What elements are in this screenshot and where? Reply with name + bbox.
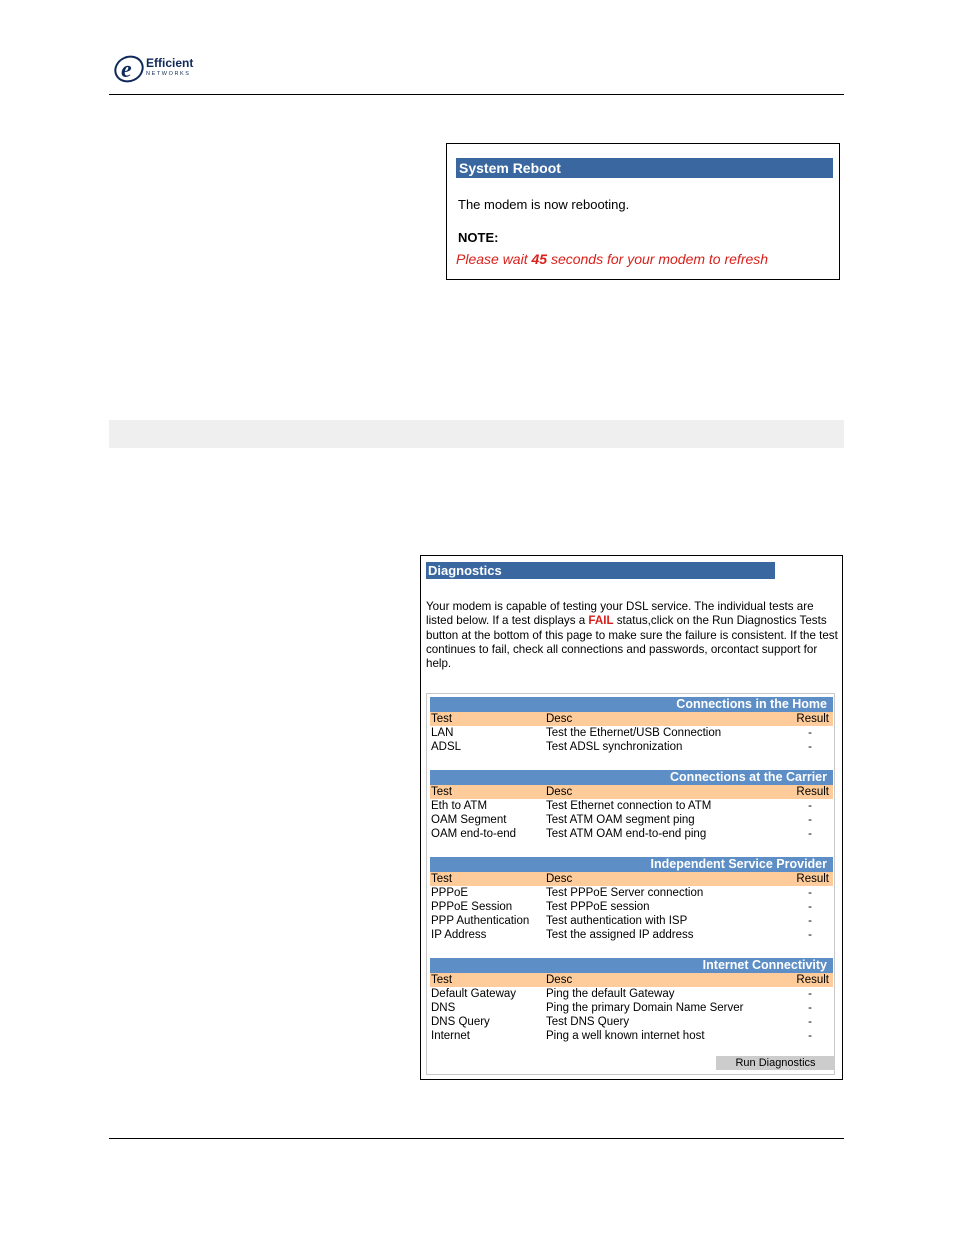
wait-prefix: Please wait	[456, 251, 532, 267]
table-row	[430, 928, 833, 942]
section-header: Connections at the Carrier	[430, 770, 833, 785]
intro-text-2: status,click on the Run Diagnostics Tests button at the bottom of this page to make sure the failure is consistent. If the test continues to fail, check all connections and passwords, orcontact support for help.	[426, 614, 838, 671]
col-test: Test	[431, 786, 453, 798]
test-desc: Ping the primary Domain Name Server	[546, 1002, 744, 1014]
test-desc: Ping a well known internet host	[546, 1030, 705, 1042]
table-row	[430, 900, 833, 914]
test-result: -	[808, 887, 812, 899]
test-name: PPPoE	[431, 887, 469, 899]
wait-seconds: 45	[531, 251, 548, 267]
col-desc: Desc	[546, 786, 573, 798]
wait-suffix: seconds for your modem to refresh	[547, 251, 769, 267]
table-row	[430, 1029, 833, 1043]
test-desc: Test ATM OAM end-to-end ping	[546, 828, 707, 840]
test-name: Eth to ATM	[431, 800, 488, 812]
header-divider	[109, 94, 844, 95]
col-desc: Desc	[546, 873, 573, 885]
efficient-networks-logo	[113, 50, 213, 84]
section-internet	[430, 958, 833, 1043]
column-header-row	[430, 785, 833, 799]
diagnostics-title-bar: Diagnostics	[426, 562, 775, 579]
diagnostics-tests-table	[426, 693, 835, 1075]
test-desc: Test ADSL synchronization	[546, 741, 683, 753]
test-name: PPPoE Session	[431, 901, 513, 913]
test-name: LAN	[431, 727, 454, 739]
test-result: -	[808, 828, 812, 840]
test-name: PPP Authentication	[431, 915, 530, 927]
test-result: -	[808, 988, 812, 1000]
section-carrier	[430, 770, 833, 841]
section-header: Internet Connectivity	[430, 958, 833, 973]
test-name: ADSL	[431, 741, 462, 753]
test-result: -	[808, 1030, 812, 1042]
test-name: IP Address	[431, 929, 487, 941]
test-desc: Ping the default Gateway	[546, 988, 675, 1000]
section-band	[109, 420, 844, 448]
footer-divider	[109, 1138, 844, 1139]
svg-text:e: e	[121, 57, 132, 83]
section-home	[430, 697, 833, 754]
table-row	[430, 799, 833, 813]
col-result: Result	[796, 786, 829, 798]
test-result: -	[808, 929, 812, 941]
test-name: OAM Segment	[431, 814, 507, 826]
test-result: -	[808, 1016, 812, 1028]
reboot-message: The modem is now rebooting.	[458, 197, 630, 212]
test-name: DNS Query	[431, 1016, 490, 1028]
reboot-title-bar: System Reboot	[456, 158, 833, 178]
logo-name: Efficient	[146, 56, 194, 70]
test-result: -	[808, 800, 812, 812]
test-desc: Test PPPoE Server connection	[546, 887, 704, 899]
fail-keyword: FAIL	[588, 614, 614, 628]
col-test: Test	[431, 974, 453, 986]
col-test: Test	[431, 713, 453, 725]
table-row	[430, 827, 833, 841]
test-desc: Test PPPoE session	[546, 901, 650, 913]
test-result: -	[808, 727, 812, 739]
test-result: -	[808, 814, 812, 826]
test-name: Default Gateway	[431, 988, 517, 1000]
table-row	[430, 740, 833, 754]
test-desc: Test DNS Query	[546, 1016, 630, 1028]
col-result: Result	[796, 713, 829, 725]
section-header: Independent Service Provider	[430, 857, 833, 872]
column-header-row	[430, 712, 833, 726]
table-row	[430, 726, 833, 740]
table-row	[430, 1001, 833, 1015]
table-row	[430, 886, 833, 900]
section-isp	[430, 857, 833, 942]
system-reboot-panel	[446, 143, 840, 280]
col-desc: Desc	[546, 713, 573, 725]
column-header-row	[430, 973, 833, 987]
test-result: -	[808, 1002, 812, 1014]
test-name: OAM end-to-end	[431, 828, 517, 840]
run-diagnostics-button[interactable]: Run Diagnostics	[716, 1056, 835, 1070]
test-desc: Test Ethernet connection to ATM	[546, 800, 712, 812]
col-desc: Desc	[546, 974, 573, 986]
intro-text-1: Your modem is capable of testing your DSL service. The individual tests are listed below. If a test displays a	[426, 600, 814, 628]
test-desc: Test the assigned IP address	[546, 929, 694, 941]
test-result: -	[808, 915, 812, 927]
col-result: Result	[796, 974, 829, 986]
test-desc: Test ATM OAM segment ping	[546, 814, 695, 826]
diagnostics-panel	[420, 555, 843, 1080]
test-name: Internet	[431, 1030, 470, 1042]
col-test: Test	[431, 873, 453, 885]
test-name: DNS	[431, 1002, 456, 1014]
diagnostics-intro	[426, 600, 840, 671]
reboot-wait-notice	[456, 251, 768, 267]
logo-e-icon	[113, 52, 147, 84]
table-row	[430, 914, 833, 928]
test-desc: Test authentication with ISP	[546, 915, 688, 927]
logo-subtitle: NETWORKS	[146, 71, 191, 77]
test-desc: Test the Ethernet/USB Connection	[546, 727, 722, 739]
col-result: Result	[796, 873, 829, 885]
section-header: Connections in the Home	[430, 697, 833, 712]
column-header-row	[430, 872, 833, 886]
table-row	[430, 1015, 833, 1029]
test-result: -	[808, 741, 812, 753]
table-row	[430, 813, 833, 827]
table-row	[430, 987, 833, 1001]
reboot-note-label: NOTE:	[458, 230, 499, 245]
test-result: -	[808, 901, 812, 913]
